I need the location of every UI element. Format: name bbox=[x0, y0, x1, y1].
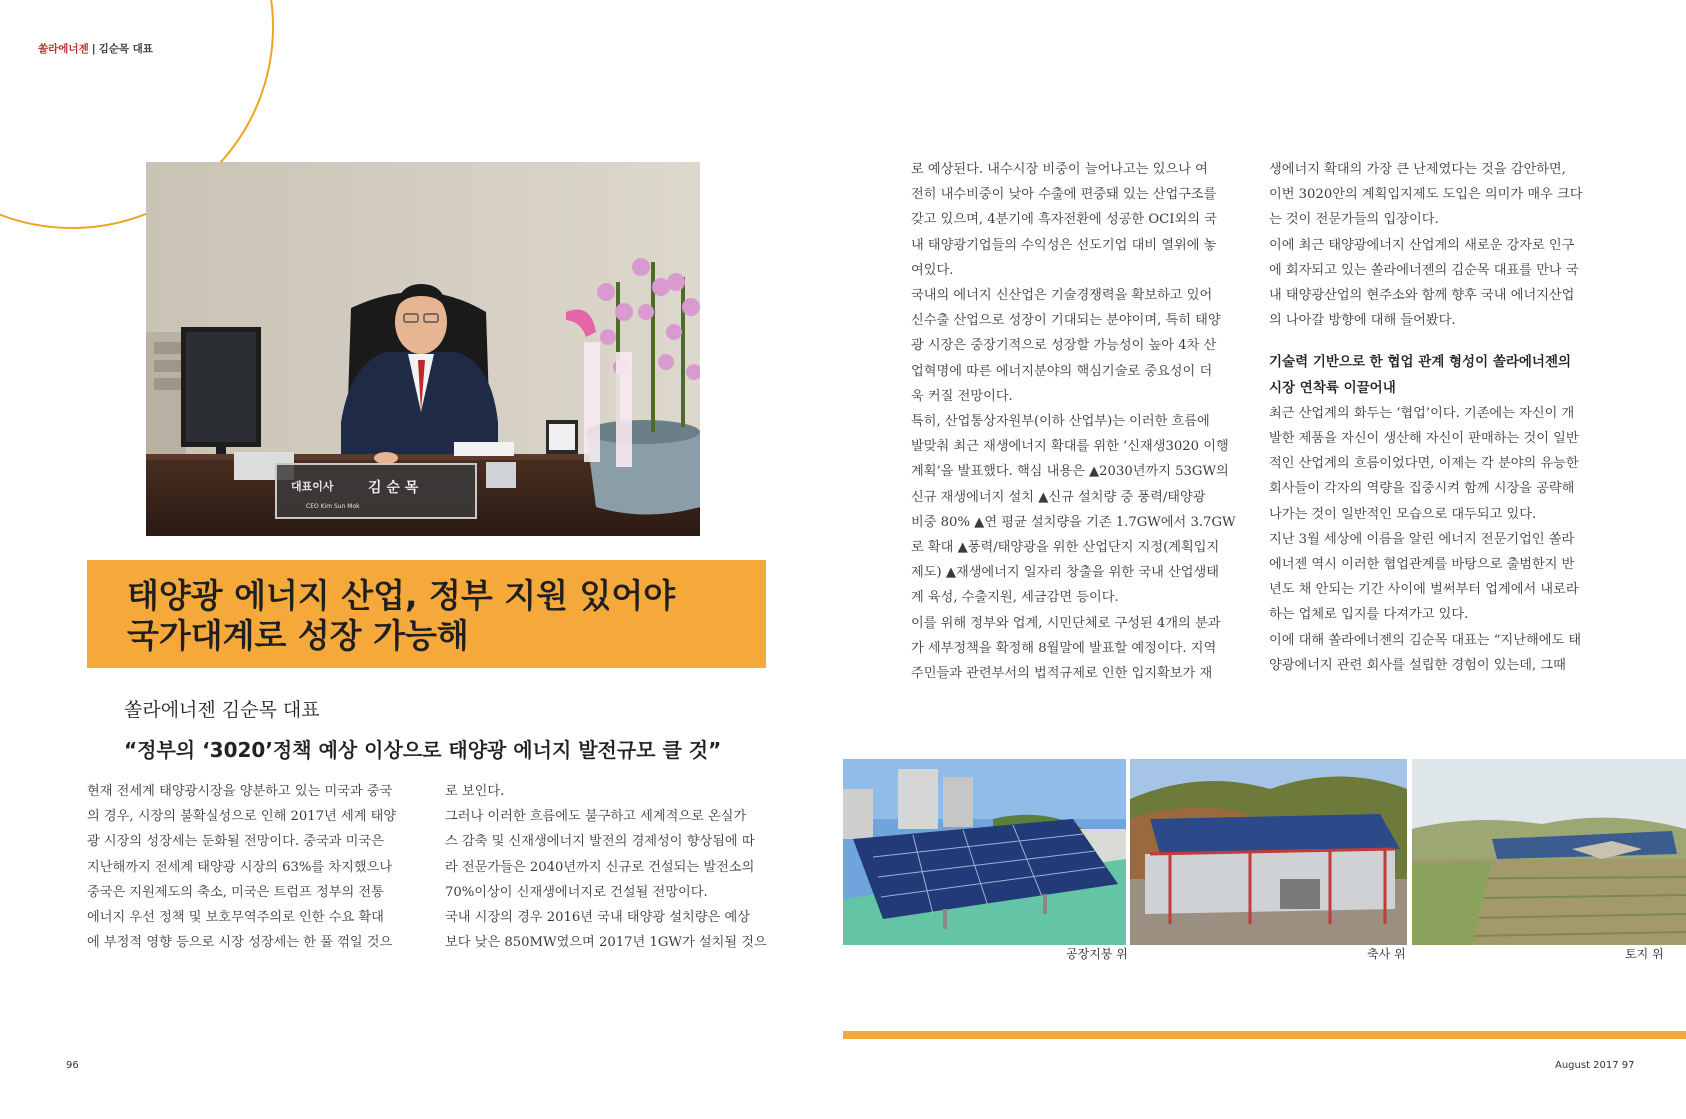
text-line: 에너지 우선 정책 및 보호무역주의로 인한 수요 확대 bbox=[87, 910, 384, 926]
text-line: 현재 전세계 태양광시장을 양분하고 있는 미국과 중국 bbox=[87, 784, 393, 799]
factory-roof-photo bbox=[843, 759, 1126, 945]
text-line: 로 확대 ▲풍력/태양광을 위한 산업단지 지정(계획입지 bbox=[911, 540, 1220, 556]
ceo-photo-illustration bbox=[146, 162, 700, 536]
text-line: 광 시장은 중장기적으로 성장할 가능성이 높아 4차 산 bbox=[911, 338, 1217, 354]
header-section: 김순목 대표 bbox=[98, 43, 153, 55]
nameplate-sub: CEO Kim Sun Mok bbox=[306, 503, 360, 510]
body-column-4 bbox=[1269, 157, 1583, 678]
text-line: 업혁명에 따른 에너지분야의 핵심기술로 중요성이 더 bbox=[911, 363, 1213, 379]
text-line: 계 육성, 수출지원, 세금감면 등이다. bbox=[911, 590, 1119, 606]
text-line: 그러나 이러한 흐름에도 불구하고 세계적으로 온실가 bbox=[445, 809, 747, 825]
ceo-photo bbox=[146, 162, 700, 536]
page-number-left: 96 bbox=[66, 1060, 79, 1071]
text-line: 국내의 에너지 신산업은 기술경쟁력을 확보하고 있어 bbox=[911, 288, 1213, 304]
text-line: 이를 위해 정부와 업계, 시민단체로 구성된 4개의 분과 bbox=[911, 615, 1221, 631]
header-brand: 쏠라에너젠 bbox=[38, 43, 89, 55]
text-line: 발한 제품을 자신이 생산해 자신이 판매하는 것이 일반 bbox=[1269, 431, 1579, 447]
text-line: 여있다. bbox=[911, 262, 954, 278]
land-photo bbox=[1412, 759, 1686, 945]
body-column-3 bbox=[911, 157, 1236, 686]
text-line: 로 보인다. bbox=[445, 784, 505, 799]
text-line: 최근 산업계의 화두는 ‘협업’이다. 기존에는 자신이 개 bbox=[1269, 405, 1575, 421]
page-number-right: August 2017 97 bbox=[1555, 1060, 1635, 1071]
text-line: 이번 3020안의 계획입지제도 도입은 의미가 매우 크다 bbox=[1269, 187, 1583, 203]
text-line: 스 감축 및 신재생에너지 발전의 경제성이 향상됨에 따 bbox=[445, 834, 755, 850]
text-line: 의 나아갈 방향에 대해 들어봤다. bbox=[1269, 313, 1456, 329]
text-line: 지난해까지 전세계 태양광 시장의 63%를 차지했으나 bbox=[87, 859, 393, 875]
body-column-1 bbox=[87, 779, 396, 955]
text-line: 이에 대해 쏠라에너젠의 김순목 대표는 “지난해에도 태 bbox=[1269, 632, 1582, 648]
text-line: 내 태양광기업들의 수익성은 선도기업 대비 열위에 놓 bbox=[911, 237, 1217, 253]
text-line: 계획’을 발표했다. 핵심 내용은 ▲2030년까지 53GW의 bbox=[911, 464, 1229, 480]
text-line: 갖고 있으며, 4분기에 흑자전환에 성공한 OCI외의 국 bbox=[911, 212, 1217, 228]
text-line: 년도 채 안되는 기간 사이에 벌써부터 업계에서 내로라 bbox=[1269, 582, 1579, 598]
caption-land: 토지 위 bbox=[1625, 947, 1664, 961]
subtitle: 쏠라에너젠 김순목 대표 bbox=[124, 699, 320, 721]
text-line: 국내 시장의 경우 2016년 국내 태양광 설치량은 예상 bbox=[445, 910, 750, 926]
headline-line-2: 국가대계로 성장 가능해 bbox=[127, 616, 469, 655]
nameplate-name: 김 순 목 bbox=[368, 480, 419, 496]
text-line: 제도) ▲재생에너지 일자리 창출을 위한 국내 산업생태 bbox=[911, 565, 1219, 581]
text-line: 발맞춰 최근 재생에너지 확대를 위한 ‘신재생3020 이행 bbox=[911, 439, 1229, 455]
text-line: 내 태양광산업의 현주소와 함께 향후 국내 에너지산업 bbox=[1269, 288, 1575, 304]
text-line: 70%이상이 신재생에너지로 건설될 전망이다. bbox=[445, 884, 708, 900]
text-line: 회사들이 각자의 역량을 집중시켜 함께 시장을 공략해 bbox=[1269, 481, 1575, 497]
text-line: 특히, 산업통상자원부(이하 산업부)는 이러한 흐름에 bbox=[911, 414, 1210, 430]
text-line: 비중 80% ▲연 평균 설치량을 기존 1.7GW에서 3.7GW bbox=[911, 514, 1236, 530]
text-line: 에 회자되고 있는 쏠라에너젠의 김순목 대표를 만나 국 bbox=[1269, 262, 1579, 278]
text-line: 전히 내수비중이 낮아 수출에 편중돼 있는 산업구조를 bbox=[911, 187, 1217, 203]
text-line: 적인 산업계의 흐름이었다면, 이제는 각 분야의 유능한 bbox=[1269, 456, 1579, 472]
section-heading: 시장 연착륙 이끌어내 bbox=[1269, 379, 1396, 396]
text-line: 는 것이 전문가들의 입장이다. bbox=[1269, 212, 1439, 228]
headline-box bbox=[87, 560, 766, 668]
caption-factory-roof: 공장지붕 위 bbox=[1066, 947, 1128, 961]
text-line: 로 예상된다. 내수시장 비중이 늘어나고는 있으나 여 bbox=[911, 162, 1208, 177]
text-line: 에너젠 역시 이러한 협업관계를 바탕으로 출범한지 반 bbox=[1269, 557, 1575, 573]
text-line: 의 경우, 시장의 불확실성으로 인해 2017년 세계 태양 bbox=[87, 809, 397, 825]
header-separator: | bbox=[91, 43, 96, 55]
text-line: 주민들과 관련부서의 법적규제로 인한 입지확보가 재 bbox=[911, 666, 1213, 682]
text-line: 가 세부정책을 확정해 8월말에 발표할 예정이다. 지역 bbox=[911, 640, 1217, 656]
headline-line-1: 태양광 에너지 산업, 정부 지원 있어야 bbox=[127, 576, 676, 615]
pull-quote: “정부의 ‘3020’정책 예상 이상으로 태양광 에너지 발전규모 클 것” bbox=[124, 738, 722, 762]
text-line: 신수출 산업으로 성장이 기대되는 분야이며, 특히 태양 bbox=[911, 313, 1221, 329]
text-line: 신규 재생에너지 설치 ▲신규 설치량 중 풍력/태양광 bbox=[911, 489, 1206, 505]
orange-rule bbox=[843, 1031, 1686, 1039]
text-line: 라 전문가들은 2040년까지 신규로 건설되는 발전소의 bbox=[445, 859, 755, 875]
text-line: 광 시장의 성장세는 둔화될 전망이다. 중국과 미국은 bbox=[87, 834, 384, 850]
section-heading: 기술력 기반으로 한 협업 관계 형성이 쏠라에너젠의 bbox=[1269, 354, 1572, 371]
text-line: 욱 커질 전망이다. bbox=[911, 388, 1013, 404]
text-line: 에 부정적 영향 등으로 시장 성장세는 한 풀 꺾일 것으 bbox=[87, 935, 393, 951]
text-line: 중국은 지원제도의 축소, 미국은 트럼프 정부의 전통 bbox=[87, 884, 384, 900]
text-line: 나가는 것이 일반적인 모습으로 대두되고 있다. bbox=[1269, 506, 1537, 522]
livestock-shed-photo bbox=[1130, 759, 1407, 945]
text-line: 하는 업체로 입지를 다져가고 있다. bbox=[1269, 607, 1469, 623]
text-line: 지난 3월 세상에 이름을 알린 에너지 전문기업인 쏠라 bbox=[1269, 531, 1575, 547]
caption-livestock-shed: 축사 위 bbox=[1367, 947, 1406, 961]
running-header bbox=[38, 41, 153, 56]
text-line: 양광에너지 관련 회사를 설립한 경험이 있는데, 그때 bbox=[1269, 657, 1566, 673]
nameplate-title: 대표이사 bbox=[291, 480, 334, 493]
text-line: 이에 최근 태양광에너지 산업계의 새로운 강자로 인구 bbox=[1269, 237, 1575, 253]
text-line: 보다 낮은 850MW였으며 2017년 1GW가 설치될 것으 bbox=[445, 935, 767, 951]
text-line: 생에너지 확대의 가장 큰 난제였다는 것을 감안하면, bbox=[1269, 162, 1566, 177]
body-column-2 bbox=[445, 779, 767, 955]
